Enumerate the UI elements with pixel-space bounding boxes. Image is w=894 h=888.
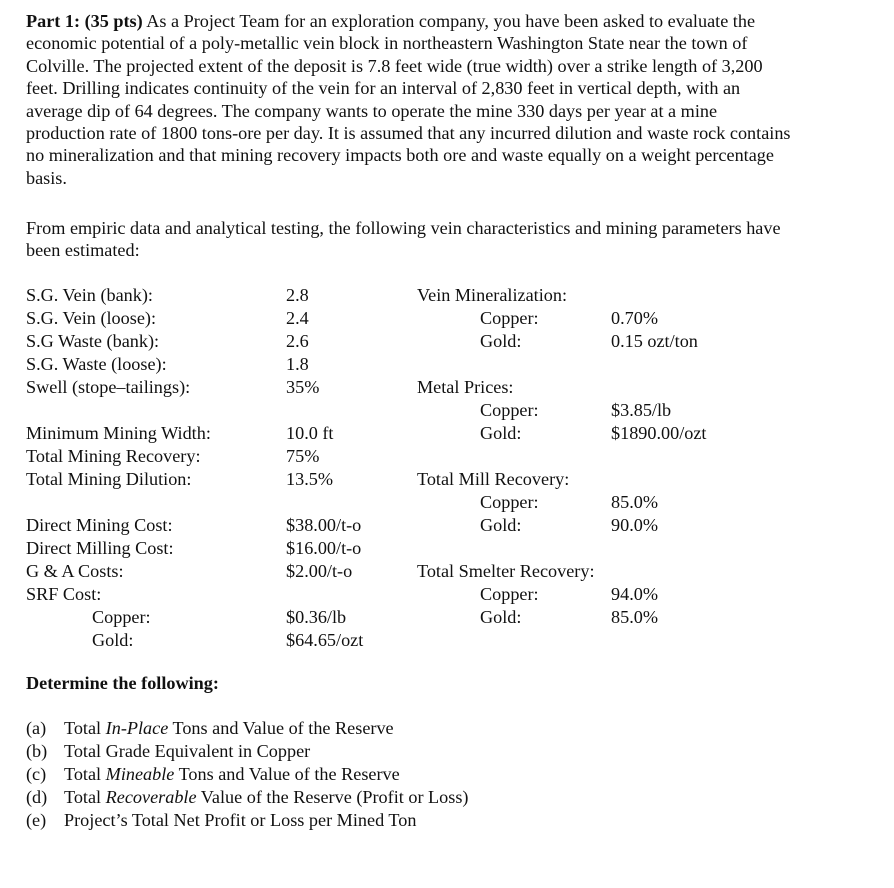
mill-recovery-title: Total Mill Recovery: (417, 469, 570, 489)
intro-line-8: basis. (26, 167, 67, 188)
min-width-value: 10.0 ft (286, 423, 334, 443)
srf-copper-value: $0.36/lb (286, 607, 347, 627)
ga-cost-label: G & A Costs: (26, 561, 124, 581)
mineralization-gold-label: Gold: (480, 331, 522, 351)
intro-line-6: production rate of 1800 tons-ore per day. It is assumed that any incurred dilution and waste rock contains (26, 123, 791, 144)
question-b: (b) Total Grade Equivalent in Copper (26, 741, 311, 761)
mineralization-copper-value: 0.70% (611, 308, 658, 328)
intro-line-7: no mineralization and that mining recovery impacts both ore and waste equally on a weight percentage (26, 145, 774, 166)
mill-gold-value: 90.0% (611, 515, 658, 535)
estimated-line-1: From empiric data and analytical testing, the following vein characteristics and mining parameters have (26, 218, 781, 238)
mill-copper-value: 85.0% (611, 492, 658, 512)
srf-gold-value: $64.65/ozt (286, 630, 364, 650)
mill-copper-label: Copper: (480, 492, 539, 512)
smelter-copper-value: 94.0% (611, 584, 658, 604)
sg-waste-loose-value: 1.8 (286, 354, 309, 374)
mill-gold-label: Gold: (480, 515, 522, 535)
mineralization-copper-label: Copper: (480, 308, 539, 328)
question-a: (a) Total In-Place Tons and Value of the Reserve (26, 718, 394, 738)
min-width-label: Minimum Mining Width: (26, 423, 211, 443)
mining-cost-label: Direct Mining Cost: (26, 515, 173, 535)
estimated-paragraph (26, 217, 876, 262)
srf-gold-label: Gold: (92, 630, 134, 650)
determine-heading: Determine the following: (26, 673, 219, 693)
sg-vein-loose-value: 2.4 (286, 308, 309, 328)
mineralization-title: Vein Mineralization: (417, 285, 568, 305)
mineralization-gold-value: 0.15 ozt/ton (611, 331, 698, 351)
sg-vein-bank-value: 2.8 (286, 285, 309, 305)
ga-cost-value: $2.00/t-o (286, 561, 353, 581)
prices-copper-value: $3.85/lb (611, 400, 672, 420)
milling-cost-label: Direct Milling Cost: (26, 538, 174, 558)
smelter-gold-label: Gold: (480, 607, 522, 627)
swell-label: Swell (stope–tailings): (26, 377, 191, 397)
dilution-value: 13.5% (286, 469, 333, 489)
intro-line-3: Colville. The projected extent of the deposit is 7.8 feet wide (true width) over a strike length of 3,200 (26, 55, 763, 76)
swell-value: 35% (286, 377, 320, 397)
intro-line-4: feet. Drilling indicates continuity of the vein for an interval of 2,830 feet in vertical depth, with an (26, 78, 741, 99)
srf-cost-label: SRF Cost: (26, 584, 102, 604)
smelter-recovery-title: Total Smelter Recovery: (417, 561, 595, 581)
prices-gold-value: $1890.00/ozt (611, 423, 707, 443)
recovery-label: Total Mining Recovery: (26, 446, 201, 466)
smelter-gold-value: 85.0% (611, 607, 658, 627)
milling-cost-value: $16.00/t-o (286, 538, 362, 558)
sg-waste-loose-label: S.G. Waste (loose): (26, 354, 167, 374)
intro-line-1: Part 1: (35 pts) As a Project Team for an exploration company, you have been asked to evaluate the (26, 11, 756, 31)
question-e: (e) Project’s Total Net Profit or Loss per Mined Ton (26, 810, 417, 830)
estimated-line-2: been estimated: (26, 240, 140, 261)
part-heading: Part 1: (35 pts) (26, 11, 143, 31)
question-c: (c) Total Mineable Tons and Value of the Reserve (26, 764, 400, 784)
mining-cost-value: $38.00/t-o (286, 515, 362, 535)
intro-line-2: economic potential of a poly-metallic vein block in northeastern Washington State near the town of (26, 33, 748, 54)
recovery-value: 75% (286, 446, 320, 466)
intro-line-5: average dip of 64 degrees. The company wants to operate the mine 330 days per year at a mine (26, 100, 718, 121)
question-d: (d) Total Recoverable Value of the Reserve (Profit or Loss) (26, 787, 469, 807)
prices-copper-label: Copper: (480, 400, 539, 420)
sg-waste-bank-value: 2.6 (286, 331, 309, 351)
intro-paragraph (26, 10, 876, 189)
prices-gold-label: Gold: (480, 423, 522, 443)
sg-vein-loose-label: S.G. Vein (loose): (26, 308, 157, 328)
srf-copper-label: Copper: (92, 607, 151, 627)
sg-vein-bank-label: S.G. Vein (bank): (26, 285, 153, 305)
prices-title: Metal Prices: (417, 377, 514, 397)
smelter-copper-label: Copper: (480, 584, 539, 604)
dilution-label: Total Mining Dilution: (26, 469, 192, 489)
sg-waste-bank-label: S.G Waste (bank): (26, 331, 160, 351)
